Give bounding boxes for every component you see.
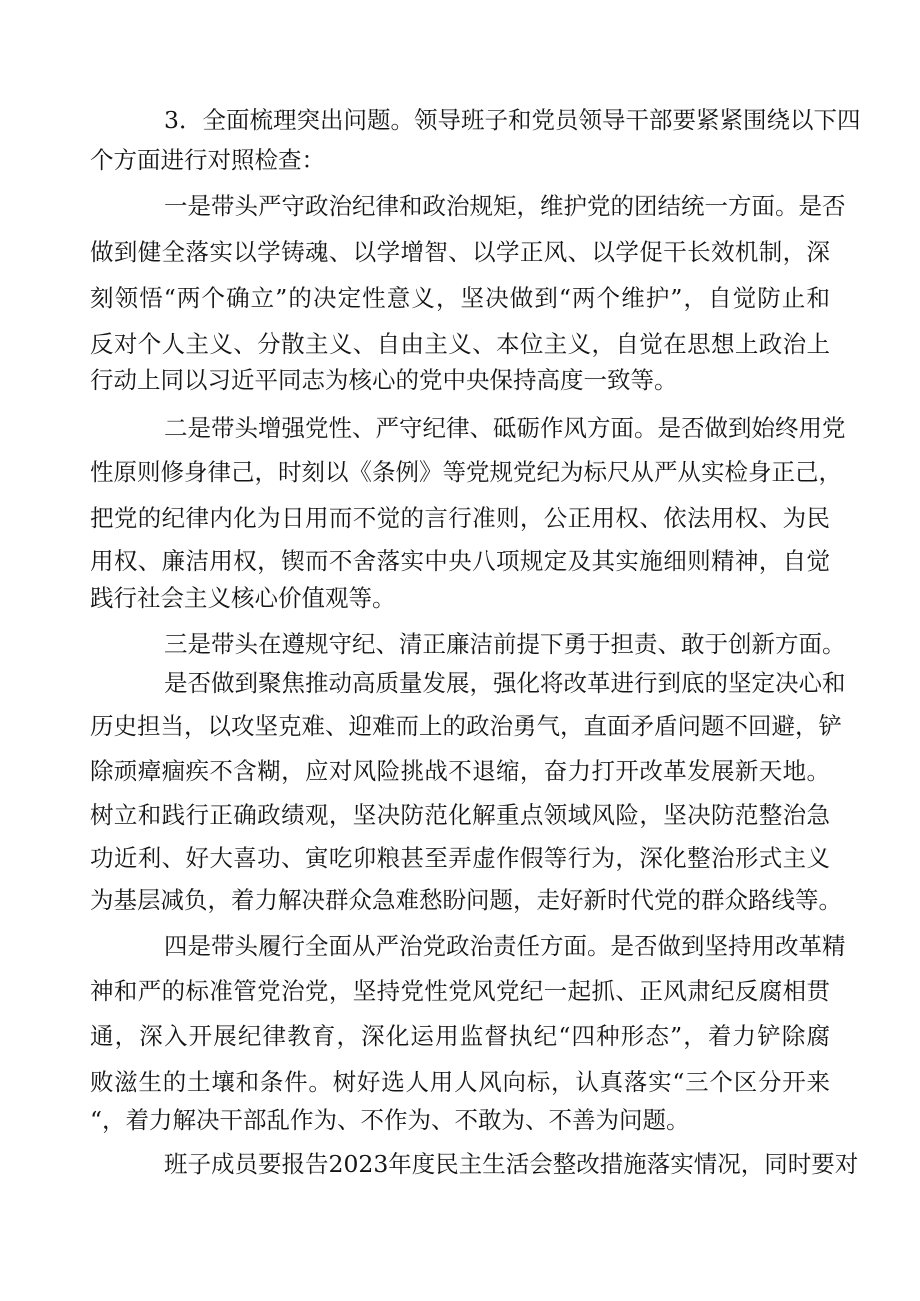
line-text: 神和严的标准管党治党，坚持党性党风党纪一起抓、正风肃纪反腐相贯: [90, 977, 830, 1005]
paragraph-line: [0, 1062, 920, 1102]
paragraph-line: [0, 541, 920, 581]
line-text: 通，深入开展纪律教育，深化运用监督执纪“四种形态”，着力铲除腐: [90, 1022, 830, 1050]
paragraph-line: [0, 140, 920, 180]
line-text: 败滋生的土壤和条件。树好选人用人风向标，认真落实“三个区分开来: [90, 1068, 830, 1096]
line-text: 三是带头在遵规守纪、清正廉洁前提下勇于担责、敢于创新方面。: [164, 630, 846, 658]
line-text: 四是带头履行全面从严治党政治责任方面。是否做到坚持用改革精: [164, 932, 846, 960]
line-text: 把党的纪律内化为日用而不觉的言行准则，公正用权、依法用权、为民: [90, 504, 830, 532]
paragraph-line: [0, 186, 920, 226]
line-text: 刻领悟“两个确立”的决定性意义，坚决做到“两个维护”，自觉防止和: [90, 284, 830, 312]
line-text: 除顽瘴痼疾不含糊，应对风险挑战不退缩，奋力打开改革发展新天地。: [90, 757, 830, 785]
line-text: 二是带头增强党性、严守纪律、砥砺作风方面。是否做到始终用党: [164, 414, 846, 442]
paragraph-line: [0, 926, 920, 966]
paragraph-line: [0, 838, 920, 878]
line-text: 反对个人主义、分散主义、自由主义、本位主义，自觉在思想上政治上: [90, 330, 830, 358]
paragraph-line: [0, 880, 920, 920]
line-text: 历史担当，以攻坚克难、迎难而上的政治勇气，直面矛盾问题不回避，铲: [90, 712, 842, 740]
paragraph-line: [0, 324, 920, 364]
line-text: 一是带头严守政治纪律和政治规矩，维护党的团结统一方面。是否: [164, 192, 846, 220]
paragraph-line: [0, 408, 920, 448]
line-text: 是否做到聚焦推动高质量发展，强化将改革进行到底的坚定决心和: [164, 669, 846, 697]
line-text: 践行社会主义核心价值观等。: [90, 584, 396, 612]
paragraph-line: [0, 971, 920, 1011]
paragraph-line: [0, 706, 920, 746]
line-text: 用权、廉洁用权，锲而不舍落实中央八项规定及其实施细则精神，自觉: [90, 547, 830, 575]
paragraph-line: [0, 1100, 920, 1140]
paragraph-line: [0, 100, 920, 140]
line-text: 功近利、好大喜功、寅吃卯粮甚至弄虚作假等行为，深化整治形式主义: [90, 844, 830, 872]
line-text: “，着力解决干部乱作为、不作为、不敢为、不善为问题。: [90, 1106, 690, 1134]
paragraph-line: [0, 360, 920, 400]
line-text: 为基层减负，着力解决群众急难愁盼问题，走好新时代党的群众路线等。: [90, 886, 842, 914]
paragraph-line: [0, 795, 920, 835]
paragraph-line: [0, 278, 920, 318]
paragraph-line: [0, 232, 920, 272]
line-text: 个方面进行对照检查：: [90, 146, 325, 174]
line-text: 班子成员要报告2023年度民主生活会整改措施落实情况，同时要对: [164, 1150, 859, 1178]
paragraph-line: [0, 751, 920, 791]
paragraph-line: [0, 1016, 920, 1056]
paragraph-line: [0, 578, 920, 618]
line-text: 性原则修身律己，时刻以《条例》等党规党纪为标尺从严从实检身正己，: [90, 458, 842, 486]
paragraph-line: [0, 663, 920, 703]
line-text: 树立和践行正确政绩观，坚决防范化解重点领域风险，坚决防范整治急: [90, 801, 830, 829]
paragraph-line: [0, 498, 920, 538]
paragraph-line: [0, 1144, 920, 1184]
line-text: 3．全面梳理突出问题。领导班子和党员领导干部要紧紧围绕以下四: [164, 106, 861, 134]
paragraph-line: [0, 452, 920, 492]
line-text: 行动上同以习近平同志为核心的党中央保持高度一致等。: [90, 366, 678, 394]
paragraph-line: [0, 624, 920, 664]
line-text: 做到健全落实以学铸魂、以学增智、以学正风、以学促干长效机制，深: [90, 238, 830, 266]
